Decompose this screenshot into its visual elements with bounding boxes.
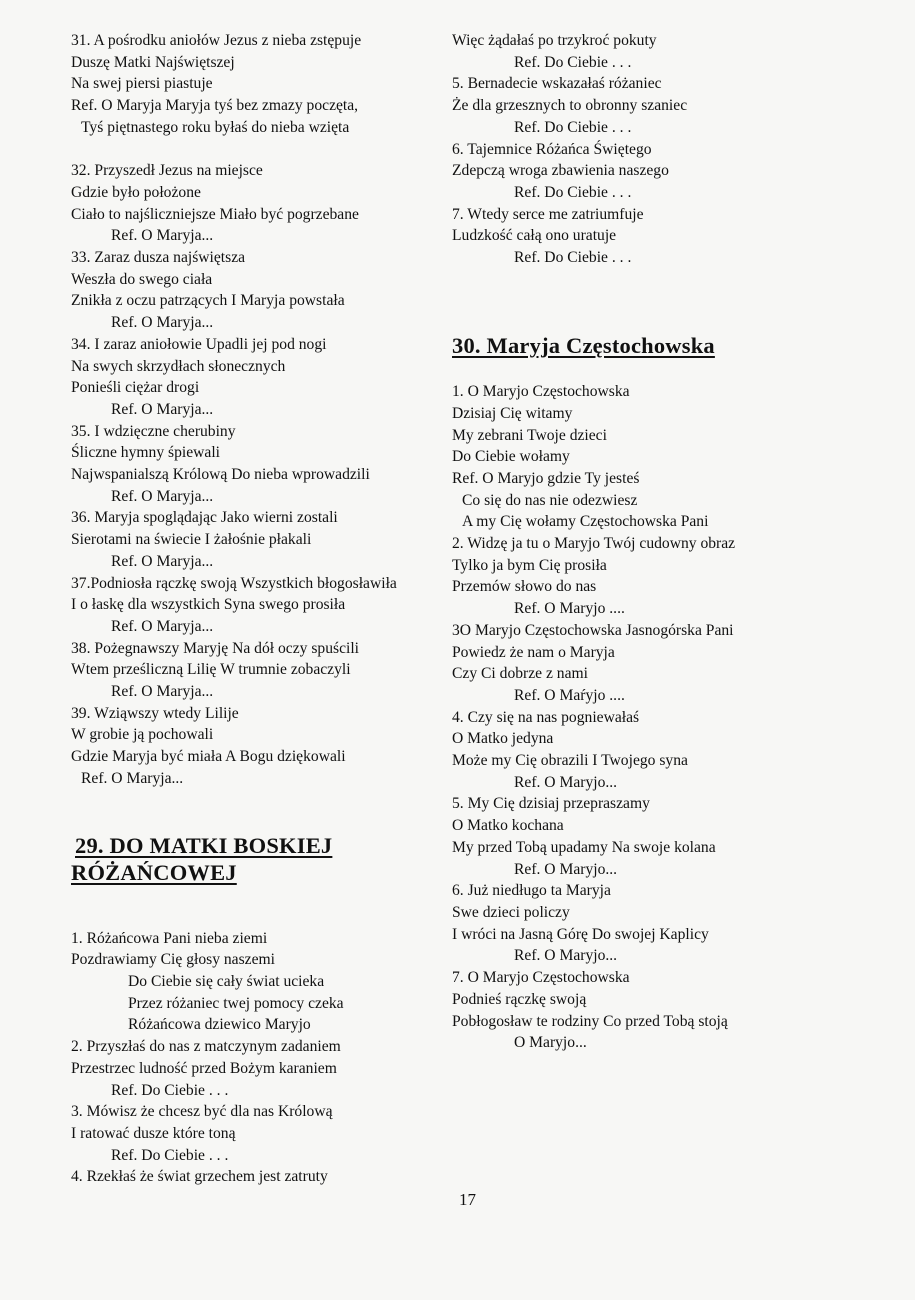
verse-line: Przemów słowo do nas	[452, 578, 597, 596]
verse-line: Czy Ci dobrze z nami	[452, 665, 588, 683]
verse-line: Różańcowa dziewico Maryjo	[128, 1016, 311, 1034]
refrain-line: Ref. Do Ciebie . . .	[514, 53, 632, 71]
verse-line: Co się do nas nie odezwiesz	[462, 491, 638, 509]
verse-line: Wtem prześliczną Lilię W trumnie zobaczyli	[71, 661, 351, 679]
refrain-line: Ref. O Maryja...	[111, 617, 214, 635]
verse-line: 36. Maryja spoglądając Jako wierni zostali	[71, 509, 338, 527]
verse-line: Ludzkość całą ono uratuje	[452, 227, 617, 245]
verse-line: 7. Wtedy serce me zatriumfuje	[452, 205, 644, 223]
refrain-line: Ref. O Maryja...	[81, 769, 184, 787]
refrain-line: Ref. O Maryja Maryja tyś bez zmazy poczęta,	[71, 97, 359, 115]
refrain-line: Ref. O Maryja...	[111, 487, 214, 505]
verse-line: 5. My Cię dzisiaj przepraszamy	[452, 795, 650, 813]
verse-line: O Matko kochana	[452, 817, 564, 835]
verse-line: Sierotami na świecie I żałośnie płakali	[71, 531, 312, 549]
verse-line: Ponieśli ciężar drogi	[71, 379, 200, 397]
song-title: 29. DO MATKI BOSKIEJ	[75, 832, 333, 858]
verse-line: 1. O Maryjo Częstochowska	[452, 383, 630, 401]
refrain-line: Ref. Do Ciebie . . .	[514, 249, 632, 267]
verse-line: Może my Cię obrazili I Twojego syna	[452, 752, 688, 770]
verse-line: Tyś piętnastego roku byłaś do nieba wzięta	[81, 118, 350, 136]
verse-line: Do Ciebie wołamy	[452, 448, 570, 466]
verse-line: Przez różaniec twej pomocy czeka	[128, 994, 344, 1012]
verse-line: 5. Bernadecie wskazałaś różaniec	[452, 75, 662, 93]
verse-line: 6. Już niedługo ta Maryja	[452, 882, 611, 900]
refrain-line: Ref. Do Ciebie . . .	[111, 1146, 229, 1164]
verse-line: 39. Wziąwszy wtedy Lilije	[71, 704, 239, 722]
verse-line: 4. Rzekłaś że świat grzechem jest zatruty	[71, 1168, 328, 1186]
verse-line: My przed Tobą upadamy Na swoje kolana	[452, 838, 716, 856]
verse-line: Że dla grzesznych to obronny szaniec	[452, 97, 688, 115]
verse-line: 3O Maryjo Częstochowska Jasnogórska Pani	[452, 621, 734, 639]
verse-line: I wróci na Jasną Górę Do swojej Kaplicy	[452, 925, 709, 943]
verse-line: Znikła z oczu patrzących I Maryja powstała	[71, 292, 345, 310]
verse-line: 37.Podniosła rączkę swoją Wszystkich błogosławiła	[71, 574, 397, 592]
right-column	[452, 30, 852, 1054]
spacer	[452, 269, 852, 311]
refrain-line: Ref. O Maryja...	[111, 683, 214, 701]
verse-line: 31. A pośrodku aniołów Jezus z nieba zstępuje	[71, 32, 362, 49]
song-title: RÓŻAŃCOWEJ	[71, 859, 237, 885]
refrain-line: Ref. O Maryja...	[111, 227, 214, 245]
left-column	[71, 30, 441, 1188]
verse-line: O Maryjo...	[514, 1034, 587, 1052]
verse-line: Dzisiaj Cię witamy	[452, 404, 573, 422]
spacer	[71, 790, 441, 832]
refrain-line: Ref. Do Ciebie . . .	[514, 118, 632, 136]
verse-line: Podnieś rączkę swoją	[452, 990, 587, 1008]
verse-line: 32. Przyszedł Jezus na miejsce	[71, 162, 263, 180]
verse-line: O Matko jedyna	[452, 730, 554, 748]
refrain-line: Ref. O Maryjo...	[514, 773, 618, 791]
verse-line: I ratować dusze które toną	[71, 1124, 236, 1142]
verse-line: Śliczne hymny śpiewali	[71, 444, 220, 462]
refrain-line: Ref. Do Ciebie . . .	[111, 1081, 229, 1099]
verse-line: Duszę Matki Najświętszej	[71, 53, 235, 71]
verse-line: I o łaskę dla wszystkich Syna swego prosiła	[71, 596, 346, 614]
verse-line: Gdzie było położone	[71, 183, 201, 201]
song-title: 30. Maryja Częstochowska	[452, 333, 715, 359]
refrain-line: Ref. O Maryjo...	[514, 947, 618, 965]
spacer	[71, 886, 441, 928]
verse-line: Przestrzec ludność przed Bożym karaniem	[71, 1059, 337, 1077]
refrain-line: Ref. O Maryja...	[111, 552, 214, 570]
refrain-line: Ref. O Maryjo...	[514, 860, 618, 878]
refrain-line: Ref. O Maryja...	[111, 400, 214, 418]
refrain-line: Ref. O Maryjo ....	[514, 600, 625, 618]
verse-line: W grobie ją pochowali	[71, 726, 214, 744]
verse-line: My zebrani Twoje dzieci	[452, 426, 607, 444]
spacer	[452, 311, 852, 333]
verse-line: 1. Różańcowa Pani nieba ziemi	[71, 929, 268, 947]
verse-line: 4. Czy się na nas pogniewałaś	[452, 708, 640, 726]
verse-line: 3. Mówisz że chcesz być dla nas Królową	[71, 1103, 333, 1121]
spacer	[71, 139, 441, 161]
verse-line: 6. Tajemnice Różańca Świętego	[452, 140, 652, 158]
verse-line: 34. I zaraz aniołowie Upadli jej pod nogi	[71, 335, 327, 353]
verse-line: A my Cię wołamy Częstochowska Pani	[462, 513, 709, 531]
verse-line: Na swej piersi piastuje	[71, 75, 213, 93]
verse-line: 7. O Maryjo Częstochowska	[452, 969, 630, 987]
verse-line: Gdzie Maryja być miała A Bogu dziękowali	[71, 748, 346, 766]
verse-line: Pobłogosław te rodziny Co przed Tobą stoją	[452, 1012, 728, 1030]
refrain-line: Ref. Do Ciebie . . .	[514, 183, 632, 201]
verse-line: 35. I wdzięczne cherubiny	[71, 422, 236, 440]
verse-line: Zdepczą wroga zbawienia naszego	[452, 162, 669, 180]
page-number: 17	[459, 1190, 476, 1209]
refrain-line: Ref. O Maryja...	[111, 314, 214, 332]
verse-line: Swe dzieci policzy	[452, 903, 570, 921]
verse-line: Więc żądałaś po trzykroć pokuty	[452, 32, 657, 49]
verse-line: Powiedz że nam o Maryja	[452, 643, 615, 661]
verse-line: Ciało to najśliczniejsze Miało być pogrzebane	[71, 205, 359, 223]
verse-line: 2. Przyszłaś do nas z matczynym zadaniem	[71, 1038, 341, 1056]
verse-line: Weszła do swego ciała	[71, 270, 213, 288]
verse-line: 38. Pożegnawszy Maryję Na dół oczy spuścili	[71, 639, 359, 657]
verse-line: Do Ciebie się cały świat ucieka	[128, 973, 325, 990]
spacer	[452, 359, 852, 381]
verse-line: Tylko ja bym Cię prosiła	[452, 556, 607, 574]
verse-line: Na swych skrzydłach słonecznych	[71, 357, 286, 375]
refrain-line: Ref. O Maŕyjo ....	[514, 686, 625, 704]
verse-line: 33. Zaraz dusza najświętsza	[71, 249, 246, 267]
verse-line: Najwspanialszą Królową Do nieba wprowadzili	[71, 466, 370, 484]
refrain-line: Ref. O Maryjo gdzie Ty jesteś	[452, 469, 640, 487]
verse-line: Pozdrawiamy Cię głosy naszemi	[71, 951, 275, 969]
verse-line: 2. Widzę ja tu o Maryjo Twój cudowny obraz	[452, 535, 736, 553]
